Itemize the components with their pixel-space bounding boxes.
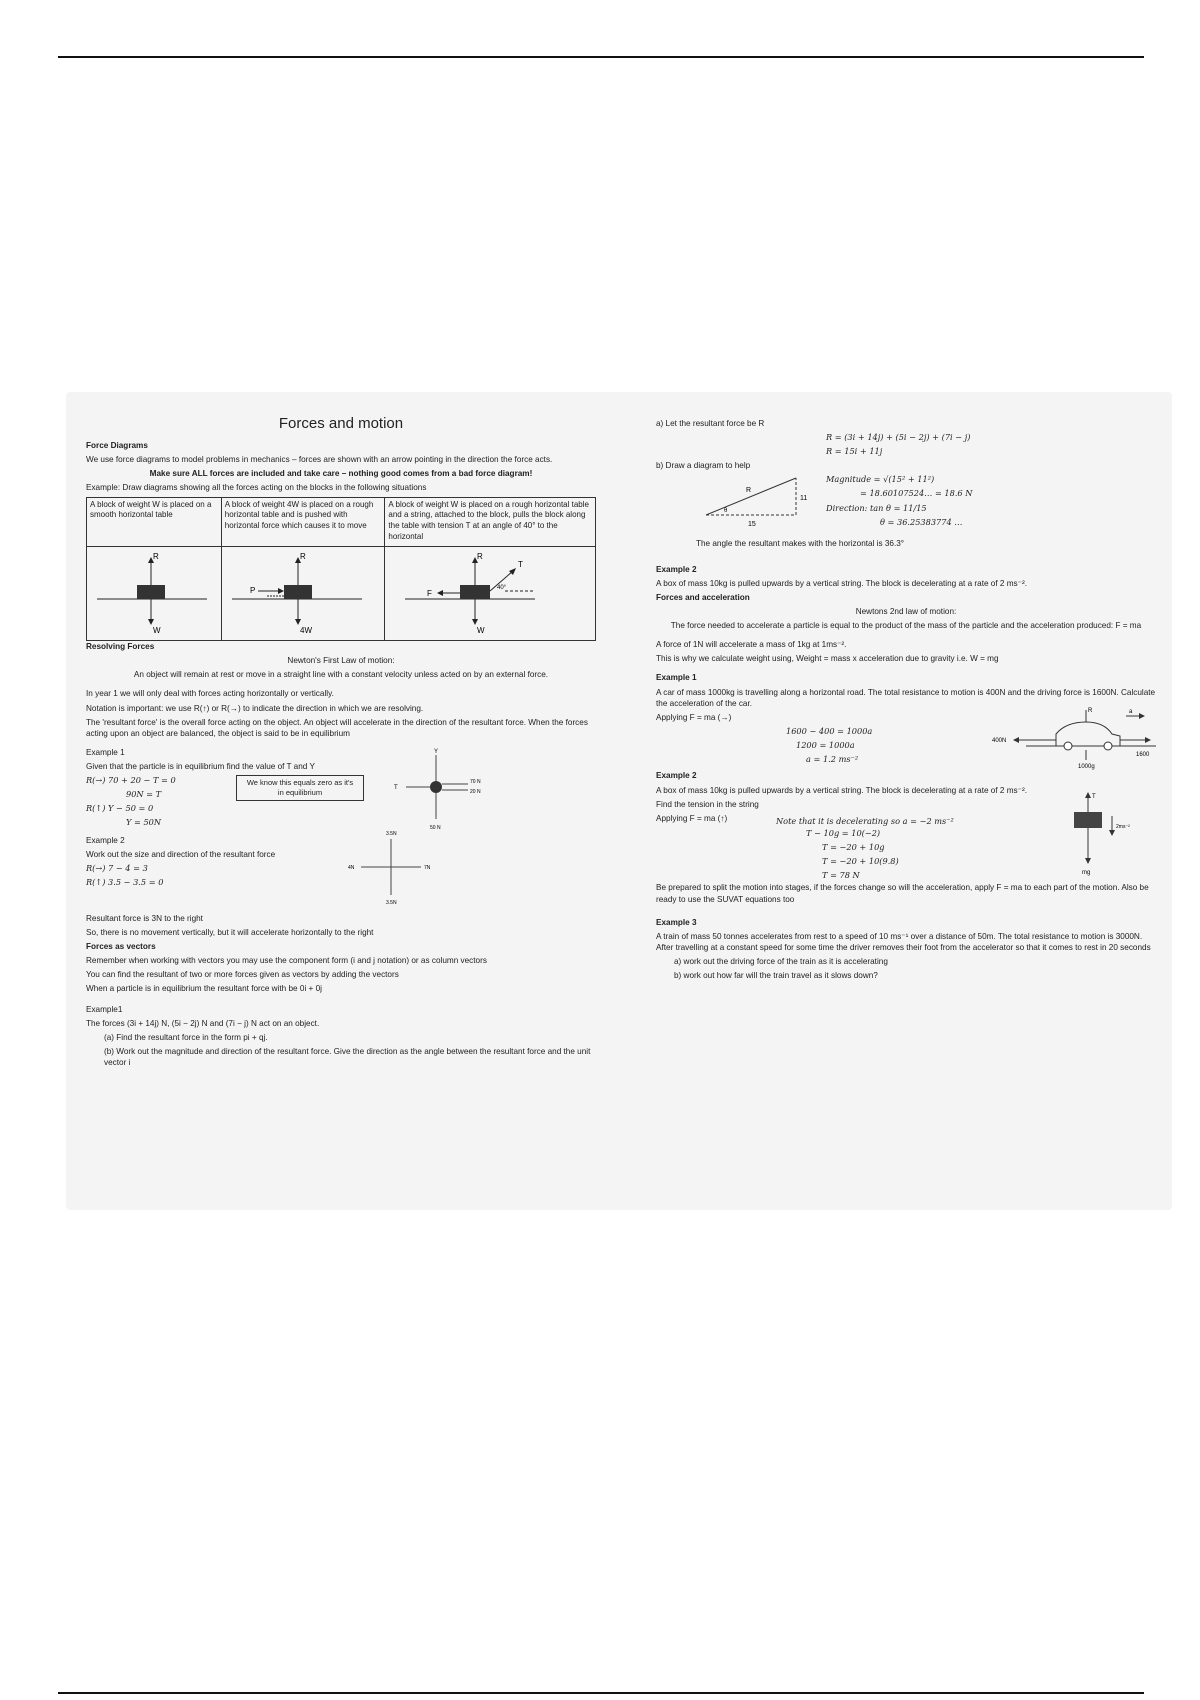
diagram-label: 4W [299, 625, 312, 635]
equilibrium-note: We know this equals zero as it's in equilibrium [236, 775, 364, 801]
force-diagram-table [86, 497, 596, 642]
diagram-label: 40° [497, 584, 507, 591]
working-line: T = 78 N [822, 869, 860, 880]
example-heading: Example1 [86, 1005, 123, 1015]
diagram-label: W [477, 625, 485, 635]
example-prompt: Work out the size and direction of the resultant force [86, 849, 276, 859]
force-diagrams-example-prompt: Example: Draw diagrams showing all the forces acting on the blocks in the following situations [86, 483, 427, 493]
acceleration-line: This is why we calculate weight using, Weight = mass x acceleration due to gravity i.e. W = mg [656, 654, 999, 664]
diagram-label: F [427, 588, 433, 598]
resultant-triangle [696, 470, 826, 530]
diagram-cell-rough-string [385, 546, 596, 641]
working-line: θ = 36.25383774 … [880, 517, 963, 528]
left-example1 [86, 747, 596, 835]
example-heading: Example 3 [656, 917, 697, 927]
resultant-line: Resultant force is 3N to the right [86, 913, 203, 923]
working-line: T = −20 + 10g [822, 841, 885, 852]
newton-first-law-title: Newton's First Law of motion: [287, 656, 395, 666]
diagram-label: R [746, 487, 752, 494]
diagram-label: 3.5N [386, 830, 397, 837]
example-heading: Example 2 [656, 771, 697, 781]
working-line: R(→) 70 + 20 − T = 0 [86, 774, 176, 785]
vectors-line: Remember when working with vectors you may use the component form (i and j notation) or as column vectors [86, 955, 487, 965]
vectors-heading: Forces as vectors [86, 941, 156, 951]
example-prompt: A car of mass 1000kg is travelling along a horizontal road. The total resistance to motion is 400N and the driving force is 1600N. Calculate the acceleration of the car. [656, 687, 1156, 708]
working-line: 1200 = 1000a [796, 739, 855, 750]
working-line: T = −20 + 10(9.8) [822, 855, 899, 866]
diagram-label: mg [1082, 870, 1091, 877]
right-example2 [656, 770, 1156, 880]
working-line: R(→) 7 − 4 = 3 [86, 862, 148, 873]
example-prompt: Given that the particle is in equilibrium find the value of T and Y [86, 761, 315, 771]
stages-note: Be prepared to split the motion into stages, if the forces change so will the acceleration, apply F = ma to each part of the motion. Also be ready to use the SUVAT equations too [656, 883, 1149, 904]
diagram-label: 50 N [430, 824, 441, 831]
diagram-label: R [477, 551, 484, 561]
vector-solution [656, 418, 1156, 558]
working-line: = 18.60107524… = 18.6 N [860, 488, 973, 499]
example-prompt: A box of mass 10kg is pulled upwards by a vertical string. The block is decelerating at a rate of 2 ms⁻². [656, 579, 1027, 589]
diagram-label: 1600 [1136, 752, 1150, 759]
force-diagrams-heading: Force Diagrams [86, 441, 148, 451]
resolving-line: In year 1 we will only deal with forces acting horizontally or vertically. [86, 689, 334, 699]
resolving-line: Notation is important: we use R(↑) or R(→) to indicate the direction in which we are resolving. [86, 703, 424, 713]
working-line: Magnitude = √(15² + 11²) [826, 474, 935, 484]
diagram-label: R [299, 551, 306, 561]
diagram-label: T [1092, 794, 1096, 801]
example-heading: Example 1 [86, 747, 125, 757]
diagram-cell-rough-push [221, 546, 385, 641]
equilibrium-diagram [386, 747, 496, 837]
top-rule [58, 56, 1144, 58]
right-column [656, 392, 1156, 984]
working-line: R(↑) 3.5 − 3.5 = 0 [86, 876, 164, 887]
example-prompt: A train of mass 50 tonnes accelerates from rest to a speed of 10 ms⁻¹ over a distance of 50m. The total resistance to motion is 3000N. After travelling at a constant speed for some time the driver removes their foot from the accelerator so that it comes to rest in 20 seconds [656, 931, 1151, 952]
resolving-line: The 'resultant force' is the overall force acting on the object. An object will accelerate in the direction of the resultant force. When the forces acting upon an object are balanced, the object is said to be in equilibrium [86, 717, 588, 738]
newton-first-law-text: An object will remain at rest or move in a straight line with a constant velocity unless acted on by an external force. [133, 670, 549, 680]
newton-second-law-text: The force needed to accelerate a particle is equal to the product of the mass of the particle and the acceleration produced: F = ma [670, 621, 1142, 631]
working-line: R = 15i + 11j [826, 446, 883, 457]
diagram-label: 2ms⁻² [1116, 824, 1130, 831]
working-line: 90N = T [126, 788, 162, 799]
diagram-label: 70 N [470, 778, 481, 785]
page-title: Forces and motion [278, 415, 404, 432]
car-diagram [986, 706, 1156, 770]
table-cell: A block of weight W is placed on a rough horizontal table and a string, attached to the block, pulls the block along the table with tension T at an angle of 40° to the horizontal [385, 497, 596, 546]
diagram-label: 11 [800, 495, 808, 502]
diagram-label: T [394, 784, 398, 791]
example-heading: Example 2 [86, 835, 125, 845]
diagram-label: 7N [424, 864, 431, 871]
rough-push-diagram [222, 547, 372, 637]
resolving-heading: Resolving Forces [86, 642, 155, 652]
example-heading: Example 2 [656, 565, 697, 574]
scanned-notes [66, 392, 1172, 1210]
angle-conclusion: The angle the resultant makes with the horizontal is 36.3° [696, 539, 905, 548]
diagram-label: 400N [992, 738, 1007, 745]
working-line: R(↑) Y − 50 = 0 [86, 802, 154, 813]
part-b-label: b) Draw a diagram to help [656, 461, 751, 471]
working-line: a = 1.2 ms⁻² [806, 753, 859, 764]
diagram-label: 15 [748, 521, 756, 528]
diagram-label: R [153, 551, 159, 561]
vectors-line: You can find the resultant of two or more forces given as vectors by adding the vectors [86, 969, 399, 979]
rough-string-diagram [385, 547, 575, 637]
force-diagrams-warning: Make sure ALL forces are included and take care – nothing good comes from a bad force diagram! [149, 469, 533, 479]
diagram-label: Y [434, 748, 439, 755]
working-line: Applying F = ma (→) [656, 712, 732, 722]
newton-second-law-title: Newtons 2nd law of motion: [855, 607, 957, 617]
box-diagram [1066, 790, 1156, 876]
example-part: (a) Find the resultant force in the form pi + qj. [104, 1033, 268, 1043]
diagram-cell-smooth [87, 546, 222, 641]
force-diagrams-intro: We use force diagrams to model problems in mechanics – forces are shown with an arrow pointing in the direction the force acts. [86, 455, 553, 465]
example-part: a) work out the driving force of the train as it is accelerating [674, 956, 888, 966]
working-line: Direction: tan θ = 11/15 [826, 503, 927, 514]
magnitude-working [826, 474, 972, 531]
diagram-label: a [1129, 709, 1133, 716]
resultant-diagram [336, 824, 446, 907]
conclusion-line: So, there is no movement vertically, but it will accelerate horizontally to the right [86, 927, 374, 937]
diagram-label: T [518, 559, 524, 569]
working-line: T − 10g = 10(−2) [806, 827, 881, 838]
left-example2 [86, 830, 596, 913]
diagram-label: 4N [348, 864, 355, 871]
part-a-label: a) Let the resultant force be R [656, 419, 765, 428]
example-prompt: The forces (3i + 14j) N, (5i − 2j) N and (7i − j) N act on an object. [86, 1019, 320, 1029]
working-line: R = (3i + 14j) + (5i − 2j) + (7i − j) [826, 432, 971, 443]
example-prompt: A box of mass 10kg is pulled upwards by a vertical string. The block is decelerating at a rate of 2 ms⁻². [656, 785, 1027, 795]
example-heading: Example 1 [656, 673, 697, 683]
working-line: Y = 50N [126, 817, 162, 828]
table-cell: A block of weight 4W is placed on a rough horizontal table and is pushed with horizontal force which causes it to move [221, 497, 385, 546]
working-line: Applying F = ma (↑) [656, 813, 728, 823]
acceleration-line: A force of 1N will accelerate a mass of 1kg at 1ms⁻². [656, 640, 847, 650]
example-find: Find the tension in the string [656, 799, 759, 809]
deceleration-note: Note that it is decelerating so a = −2 ms⁻² [776, 816, 954, 827]
right-example1 [656, 672, 1156, 770]
acceleration-heading: Forces and acceleration [656, 593, 750, 603]
diagram-label: 3.5N [386, 899, 397, 906]
example-part: b) work out how far will the train travel as it slows down? [674, 970, 878, 980]
example-part: (b) Work out the magnitude and direction of the resultant force. Give the direction as the angle between the resultant force and the unit vector i [104, 1047, 591, 1068]
vectors-line: When a particle is in equilibrium the resultant force with be 0i + 0j [86, 984, 322, 994]
diagram-label: R [1088, 708, 1093, 715]
diagram-label: W [153, 625, 161, 635]
diagram-label: P [249, 585, 256, 595]
diagram-label: 1000g [1078, 764, 1095, 771]
bottom-rule [58, 1692, 1144, 1694]
smooth-table-diagram [87, 547, 217, 637]
table-cell: A block of weight W is placed on a smooth horizontal table [87, 497, 222, 546]
working-line: 1600 − 400 = 1000a [786, 725, 873, 736]
diagram-label: θ [724, 508, 728, 514]
diagram-label: 20 N [470, 788, 481, 795]
left-column [86, 392, 596, 1071]
